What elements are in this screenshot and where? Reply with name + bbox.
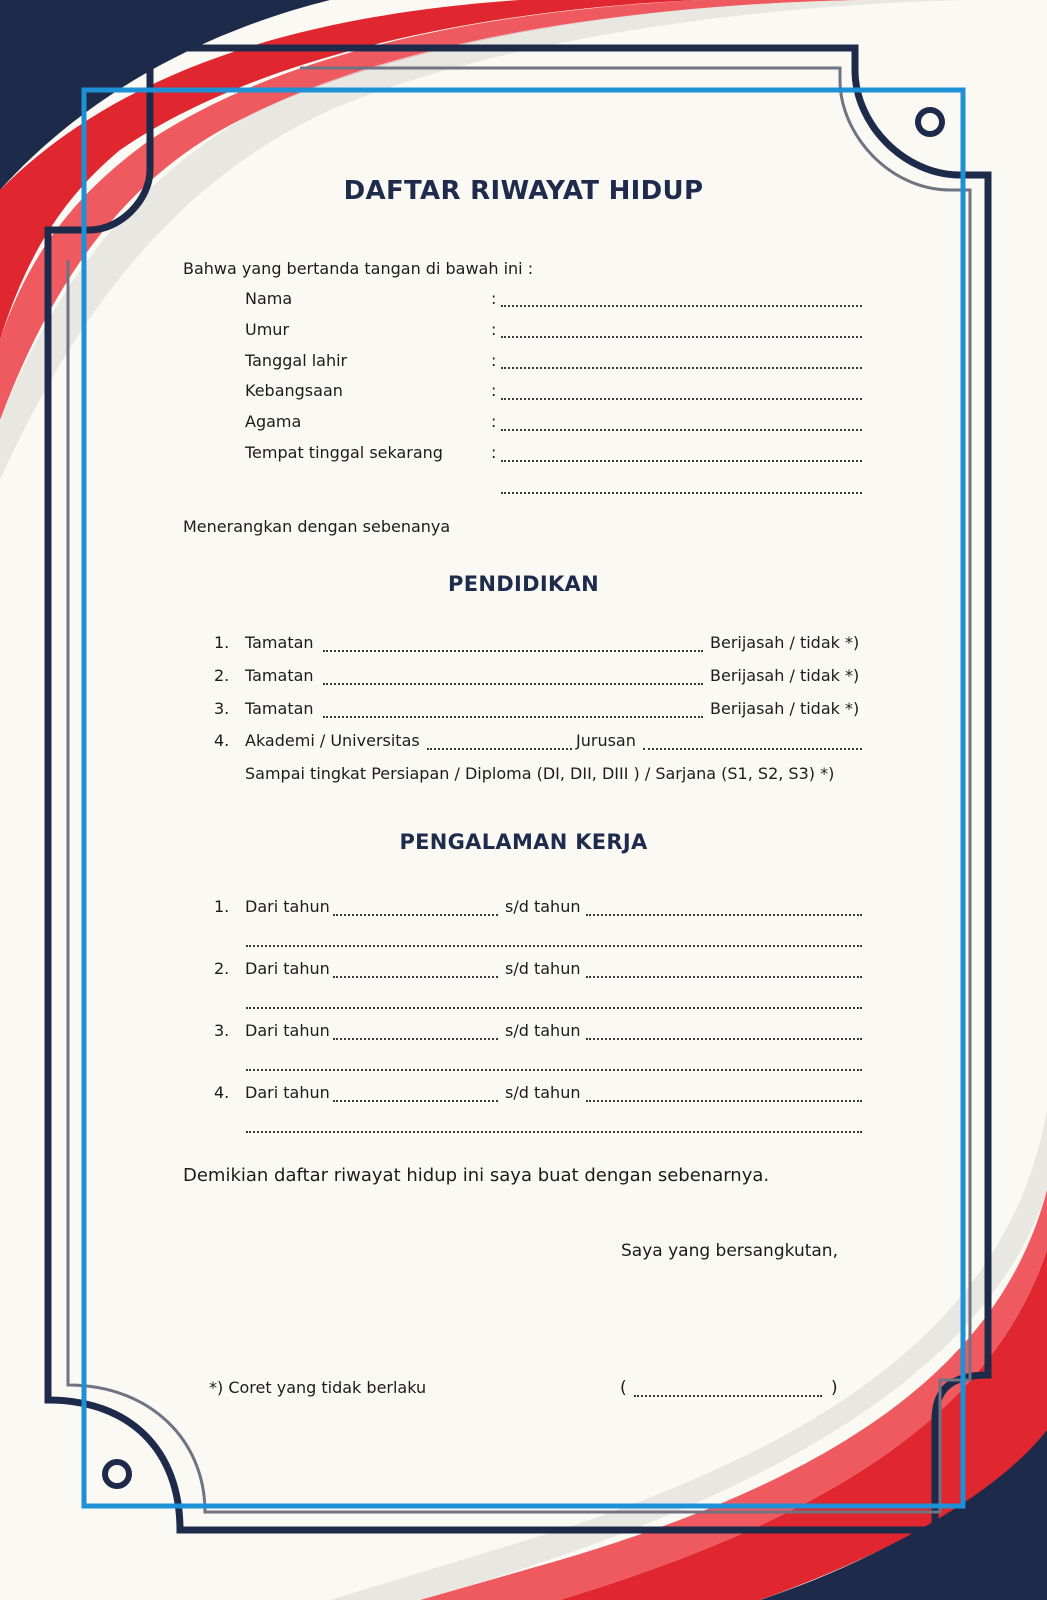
university-field[interactable] xyxy=(427,748,572,750)
field-label-agama: Agama xyxy=(245,412,302,431)
closing-text: Demikian daftar riwayat hidup ini saya buat dengan sebenarnya. xyxy=(183,1165,770,1186)
education-num: 2. xyxy=(214,666,230,685)
signature-label: Saya yang bersangkutan, xyxy=(621,1241,838,1261)
education-label: Tamatan xyxy=(245,666,314,685)
education-level-note: Sampai tingkat Persiapan / Diploma (DI, DII, DIII ) / Sarjana (S1, S2, S3) *) xyxy=(245,764,835,783)
field-label-umur: Umur xyxy=(245,320,290,339)
intro-text: Bahwa yang bertanda tangan di bawah ini : xyxy=(183,259,534,278)
colon: : xyxy=(491,320,497,339)
education-label: Tamatan xyxy=(245,633,314,652)
major-field[interactable] xyxy=(643,748,862,750)
education-label: Tamatan xyxy=(245,699,314,718)
work-from-label: Dari tahun xyxy=(245,959,330,978)
education-suffix: Berijasah / tidak *) xyxy=(710,633,860,652)
work-to-label: s/d tahun xyxy=(505,897,581,916)
work-to-field[interactable] xyxy=(586,1038,862,1040)
work-num: 4. xyxy=(214,1083,230,1102)
work-num: 1. xyxy=(214,897,230,916)
work-description-field[interactable] xyxy=(246,1131,862,1133)
education-school-field[interactable] xyxy=(323,716,703,718)
education-num: 3. xyxy=(214,699,230,718)
blue-frame xyxy=(84,90,963,1506)
field-label-kebangsaan: Kebangsaan xyxy=(245,381,343,400)
field-label-tempat-tinggal: Tempat tinggal sekarang xyxy=(245,443,443,462)
colon: : xyxy=(491,412,497,431)
colon: : xyxy=(491,289,497,308)
signature-name-field[interactable] xyxy=(634,1395,822,1397)
colon: : xyxy=(491,443,497,462)
work-from-label: Dari tahun xyxy=(245,897,330,916)
work-description-field[interactable] xyxy=(246,1007,862,1009)
work-from-field[interactable] xyxy=(333,1038,498,1040)
university-label: Akademi / Universitas xyxy=(245,731,420,750)
grey-frame xyxy=(68,68,970,1512)
work-to-field[interactable] xyxy=(586,976,862,978)
education-school-field[interactable] xyxy=(323,683,703,685)
field-label-nama: Nama xyxy=(245,289,293,308)
work-to-field[interactable] xyxy=(586,914,862,916)
education-suffix: Berijasah / tidak *) xyxy=(710,666,860,685)
umur-field[interactable] xyxy=(501,336,862,338)
statement-text: Menerangkan dengan sebenanya xyxy=(183,517,451,536)
work-to-field[interactable] xyxy=(586,1100,862,1102)
colon: : xyxy=(491,351,497,370)
work-to-label: s/d tahun xyxy=(505,1021,581,1040)
tempat-tinggal-field-line2[interactable] xyxy=(501,492,862,494)
work-from-label: Dari tahun xyxy=(245,1083,330,1102)
work-to-label: s/d tahun xyxy=(505,959,581,978)
work-description-field[interactable] xyxy=(246,945,862,947)
education-num: 1. xyxy=(214,633,230,652)
colon: : xyxy=(491,381,497,400)
work-heading: PENGALAMAN KERJA xyxy=(399,830,648,854)
tempat-tinggal-field[interactable] xyxy=(501,460,862,462)
education-school-field[interactable] xyxy=(323,650,703,652)
nama-field[interactable] xyxy=(501,305,862,307)
work-from-field[interactable] xyxy=(333,976,498,978)
education-num: 4. xyxy=(214,731,230,750)
education-suffix: Berijasah / tidak *) xyxy=(710,699,860,718)
work-description-field[interactable] xyxy=(246,1069,862,1071)
education-heading: PENDIDIKAN xyxy=(448,572,599,596)
top-right-ring xyxy=(918,110,942,134)
bottom-left-ring xyxy=(105,1462,129,1486)
document-title: DAFTAR RIWAYAT HIDUP xyxy=(343,176,704,206)
footnote: *) Coret yang tidak berlaku xyxy=(209,1378,427,1397)
agama-field[interactable] xyxy=(501,429,862,431)
work-from-field[interactable] xyxy=(333,1100,498,1102)
tanggal-lahir-field[interactable] xyxy=(501,367,862,369)
work-from-field[interactable] xyxy=(333,914,498,916)
work-num: 2. xyxy=(214,959,230,978)
field-label-tanggal-lahir: Tanggal lahir xyxy=(245,351,348,370)
major-label: Jurusan xyxy=(576,731,636,750)
work-to-label: s/d tahun xyxy=(505,1083,581,1102)
kebangsaan-field[interactable] xyxy=(501,398,862,400)
signature-close-paren: ) xyxy=(831,1378,838,1398)
work-num: 3. xyxy=(214,1021,230,1040)
work-from-label: Dari tahun xyxy=(245,1021,330,1040)
signature-open-paren: ( xyxy=(620,1378,627,1398)
